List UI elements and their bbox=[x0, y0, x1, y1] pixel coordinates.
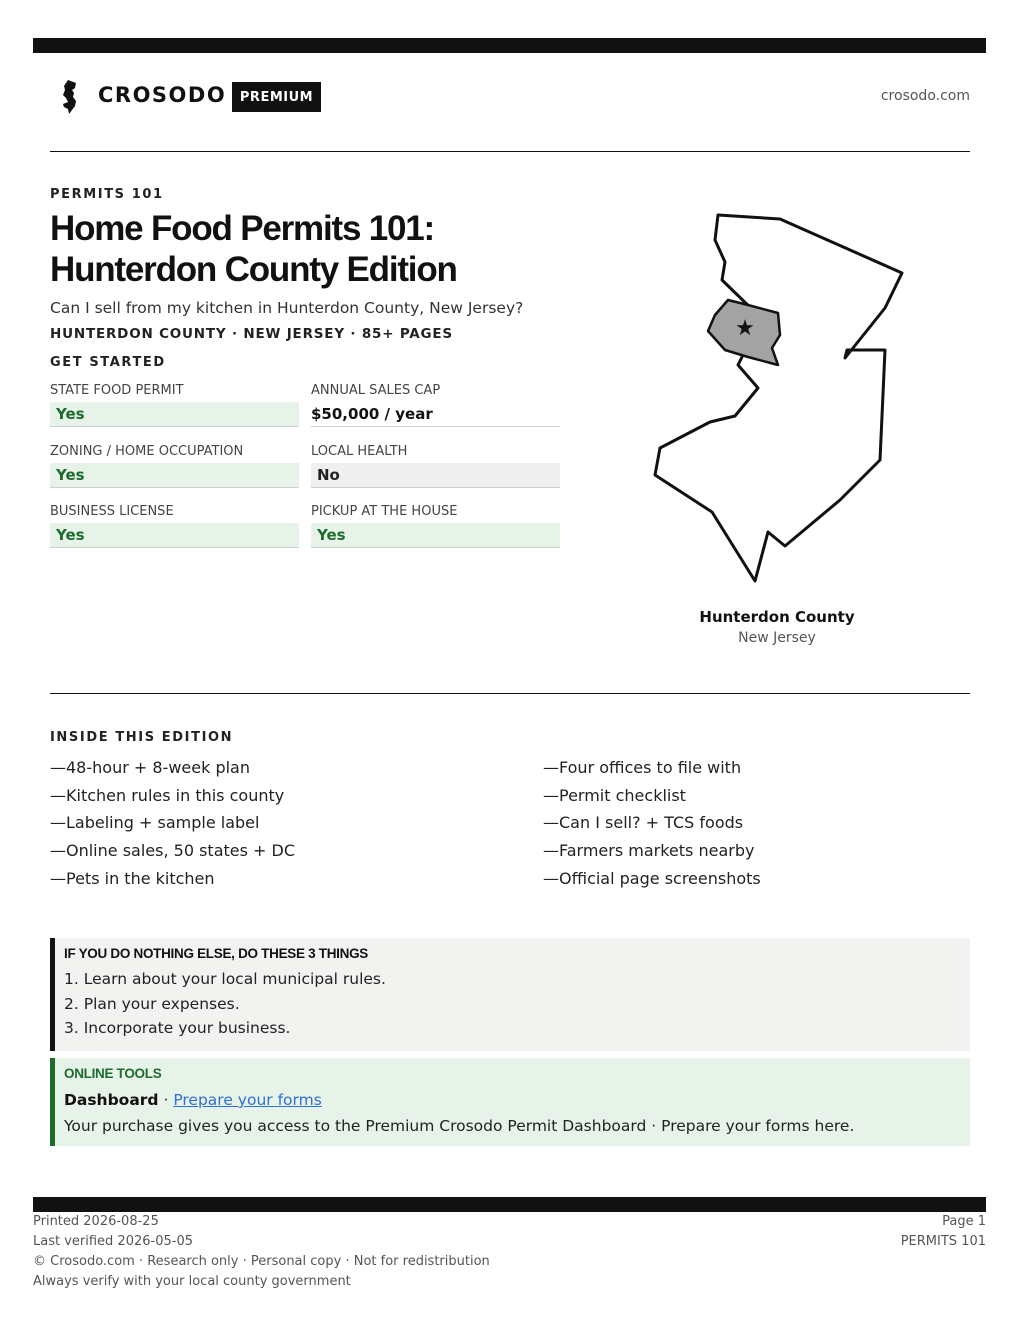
fact-value: No bbox=[311, 463, 560, 488]
site-url[interactable]: crosodo.com bbox=[880, 88, 970, 104]
fact-label: LOCAL HEALTH bbox=[311, 444, 408, 459]
copyright-notice: © Crosodo.com · Research only · Personal copy · Not for redistribution bbox=[33, 1254, 490, 1269]
contents-item: —Pets in the kitchen bbox=[50, 869, 215, 888]
dashboard-line bbox=[64, 1087, 970, 1113]
contents-item: —Labeling + sample label bbox=[50, 813, 260, 832]
state-map bbox=[630, 205, 920, 590]
verified-date: Last verified 2026-05-05 bbox=[33, 1234, 193, 1249]
state-outline bbox=[655, 215, 902, 581]
contents-item: —Official page screenshots bbox=[543, 869, 761, 888]
footer-section: PERMITS 101 bbox=[900, 1234, 986, 1249]
contents-item: —Permit checklist bbox=[543, 786, 686, 805]
page-header bbox=[50, 78, 970, 118]
contents-heading: INSIDE THIS EDITION bbox=[50, 730, 234, 745]
top-three-callout bbox=[50, 938, 970, 1051]
fact-pickup bbox=[311, 503, 560, 548]
fact-state-food-permit bbox=[50, 382, 299, 427]
fact-annual-sales-cap bbox=[311, 382, 560, 427]
tools-description: Your purchase gives you access to the Premium Crosodo Permit Dashboard · Prepare your forms here. bbox=[64, 1117, 855, 1135]
star-icon: ★ bbox=[735, 316, 755, 341]
fact-label: PICKUP AT THE HOUSE bbox=[311, 504, 458, 519]
fact-label: BUSINESS LICENSE bbox=[50, 504, 174, 519]
header-divider bbox=[50, 151, 970, 152]
prepare-forms-link[interactable]: Prepare your forms bbox=[173, 1091, 322, 1109]
contents-item: —Farmers markets nearby bbox=[543, 841, 755, 860]
map-caption-county: Hunterdon County bbox=[699, 608, 855, 626]
dashboard-name: Dashboard bbox=[64, 1091, 159, 1109]
contents-item: —48-hour + 8-week plan bbox=[50, 758, 250, 777]
section-divider bbox=[50, 693, 970, 694]
fact-local-health bbox=[311, 443, 560, 488]
fact-value: Yes bbox=[311, 523, 560, 548]
callout-step: 3. Incorporate your business. bbox=[64, 1019, 291, 1037]
online-tools-callout bbox=[50, 1058, 970, 1146]
footer-right bbox=[901, 1212, 986, 1252]
fact-zoning bbox=[50, 443, 299, 488]
callout-title: IF YOU DO NOTHING ELSE, DO THESE 3 THINGS bbox=[64, 946, 368, 961]
brand-name: CROSODO bbox=[98, 83, 227, 107]
new-jersey-silhouette-icon bbox=[60, 80, 80, 114]
edition-meta: HUNTERDON COUNTY · NEW JERSEY · 85+ PAGES bbox=[50, 326, 453, 342]
fact-label: ZONING / HOME OCCUPATION bbox=[50, 444, 244, 459]
get-started-label: GET STARTED bbox=[50, 355, 166, 370]
page-number: Page 1 bbox=[942, 1214, 986, 1229]
fact-value: Yes bbox=[50, 463, 299, 488]
contents-item: —Four offices to file with bbox=[543, 758, 742, 777]
contents-item: —Can I sell? + TCS foods bbox=[543, 813, 744, 832]
top-rule-bar bbox=[33, 38, 986, 53]
contents-item: —Online sales, 50 states + DC bbox=[50, 841, 296, 860]
title-line-1: Home Food Permits 101: bbox=[50, 209, 434, 248]
verification-disclaimer: Always verify with your local county government bbox=[33, 1274, 351, 1289]
page-title bbox=[50, 208, 610, 290]
fact-label: STATE FOOD PERMIT bbox=[50, 383, 184, 398]
section-kicker: PERMITS 101 bbox=[50, 187, 164, 202]
callout-step: 1. Learn about your local municipal rules. bbox=[64, 970, 386, 988]
fact-value: Yes bbox=[50, 402, 299, 427]
page-subtitle: Can I sell from my kitchen in Hunterdon County, New Jersey? bbox=[50, 299, 524, 317]
fact-label: ANNUAL SALES CAP bbox=[311, 383, 441, 398]
map-caption-state: New Jersey bbox=[738, 630, 816, 646]
tool-separator: · bbox=[158, 1091, 174, 1109]
callout-step: 2. Plan your expenses. bbox=[64, 994, 240, 1013]
contents-item: —Kitchen rules in this county bbox=[50, 786, 285, 805]
premium-badge: PREMIUM bbox=[232, 82, 321, 112]
footer-left bbox=[33, 1212, 490, 1292]
title-line-2: Hunterdon County Edition bbox=[50, 250, 457, 289]
printed-date: Printed 2026-08-25 bbox=[33, 1214, 159, 1229]
fact-value: Yes bbox=[50, 523, 299, 548]
fact-business-license bbox=[50, 503, 299, 548]
bottom-rule-bar bbox=[33, 1197, 986, 1212]
fact-value: $50,000 / year bbox=[311, 402, 560, 427]
online-tools-title: ONLINE TOOLS bbox=[64, 1066, 162, 1081]
